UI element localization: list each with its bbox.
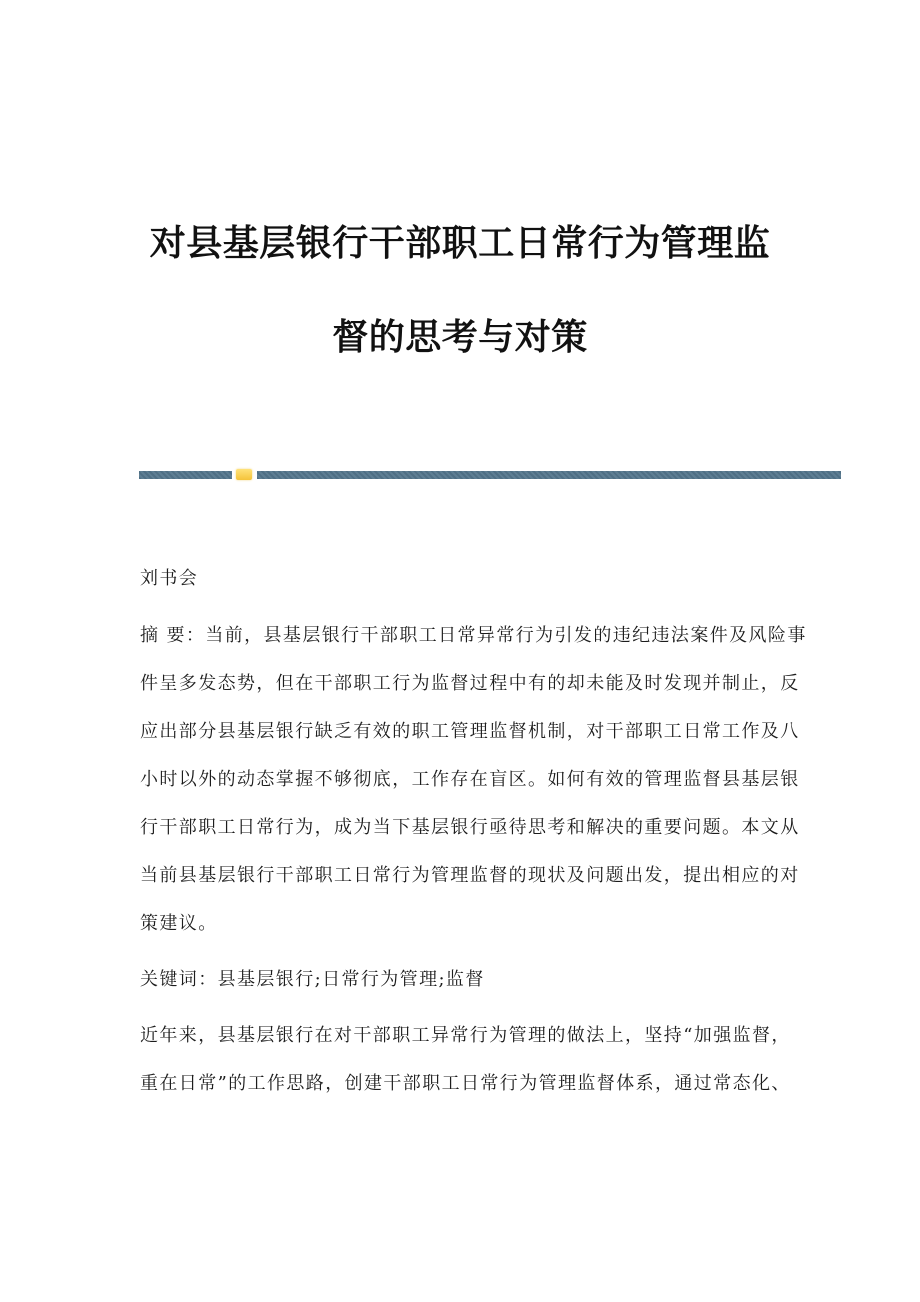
author-name: 刘书会	[140, 568, 199, 589]
body-line: 重在日常”的工作思路，创建干部职工日常行为管理监督体系，通过常态化、	[140, 1073, 791, 1094]
abstract-line: 行干部职工日常行为，成为当下基层银行亟待思考和解决的重要问题。本文从	[140, 817, 800, 838]
divider-bar-left	[139, 471, 232, 479]
body-line: 近年来，县基层银行在对干部职工异常行为管理的做法上，坚持“加强监督，	[140, 1025, 791, 1046]
abstract-line: 当前县基层银行干部职工日常行为管理监督的现状及问题出发，提出相应的对	[140, 865, 800, 886]
abstract-line: 件呈多发态势，但在干部职工行为监督过程中有的却未能及时发现并制止，反	[140, 673, 800, 694]
abstract-line: 小时以外的动态掌握不够彻底，工作存在盲区。如何有效的管理监督县基层银	[140, 769, 800, 790]
document-title-line-2: 督的思考与对策	[332, 317, 588, 358]
abstract-line: 策建议。	[140, 913, 218, 934]
abstract-line: 应出部分县基层银行缺乏有效的职工管理监督机制，对干部职工日常工作及八	[140, 721, 800, 742]
keywords: 关键词：县基层银行;日常行为管理;监督	[140, 969, 485, 990]
document-title-line-1: 对县基层银行干部职工日常行为管理监	[149, 223, 771, 264]
divider-bar-right	[257, 471, 841, 479]
divider-ornament-icon	[236, 469, 252, 480]
title-divider	[139, 471, 841, 479]
abstract-line: 摘 要：当前，县基层银行干部职工日常异常行为引发的违纪违法案件及风险事	[140, 625, 807, 646]
